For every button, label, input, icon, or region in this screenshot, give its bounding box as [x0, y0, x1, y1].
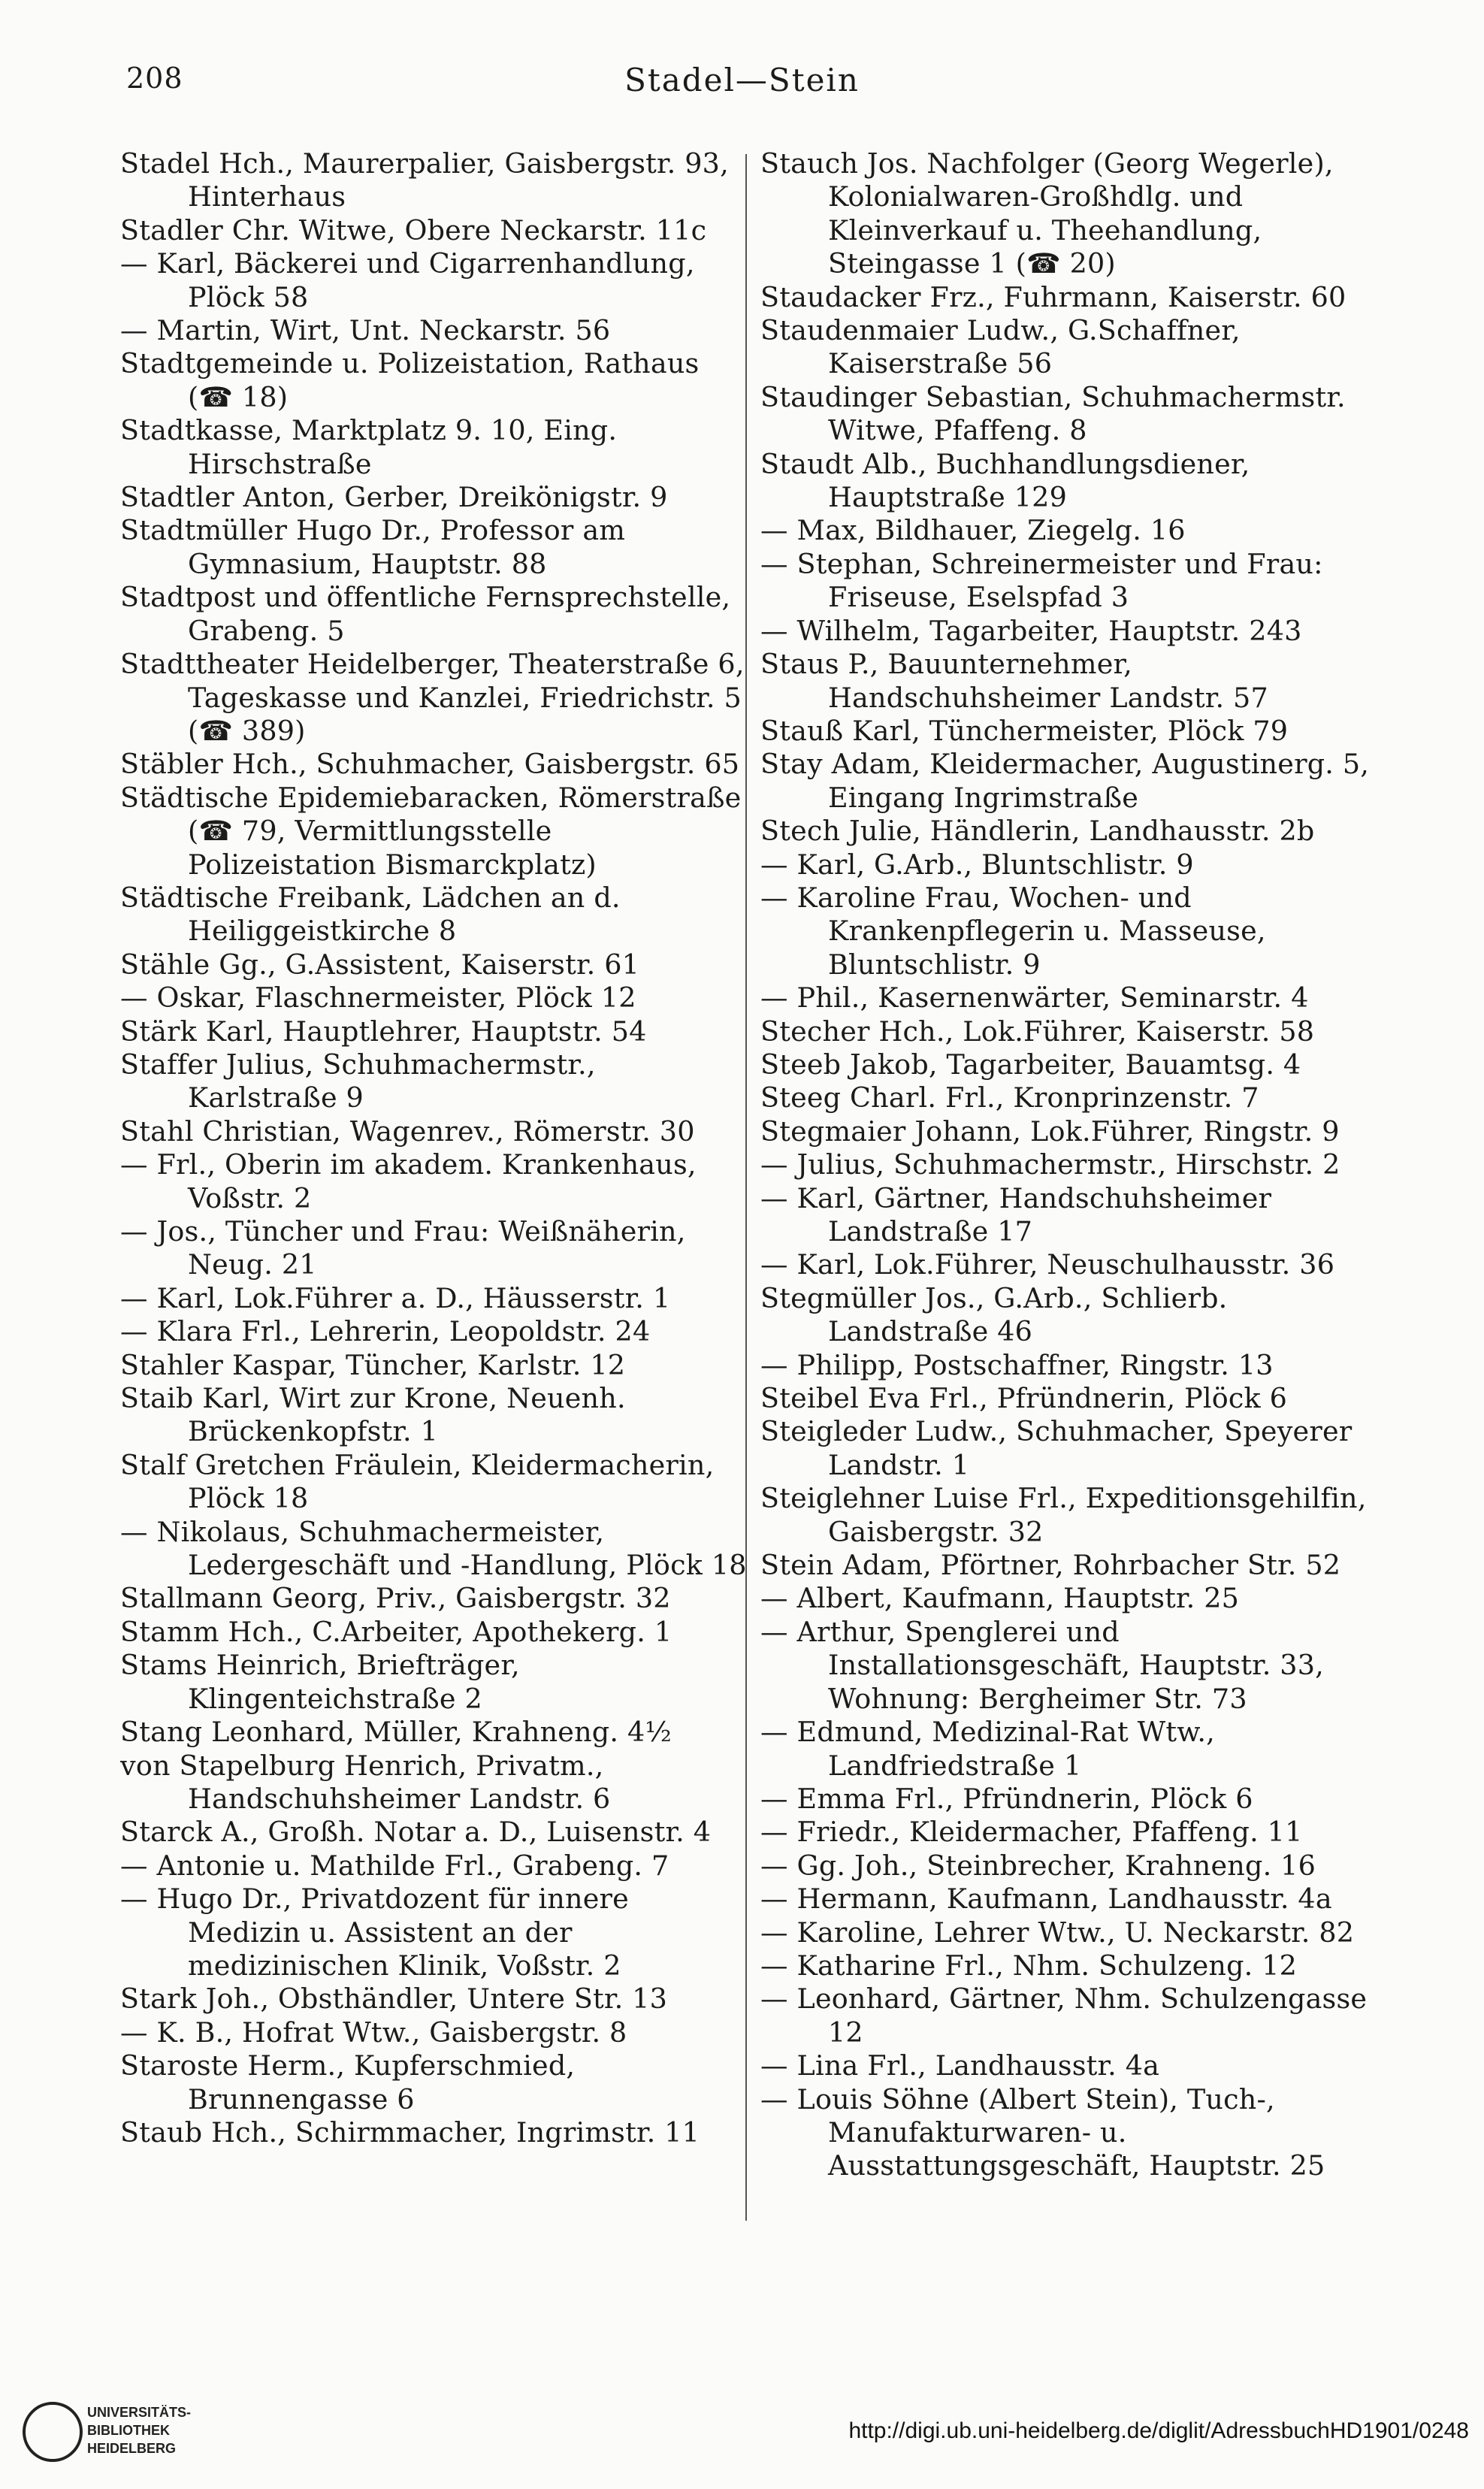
directory-entry: — K. B., Hofrat Wtw., Gaisbergstr. 8	[120, 2016, 627, 2049]
directory-entry: Stadler Chr. Witwe, Obere Neckarstr. 11c	[120, 213, 707, 246]
directory-entry: Städtische Epidemiebaracken, Römerstraße (☎ 79, Vermittlungsstelle Polizeistation Bismarckplatz)	[120, 781, 742, 881]
directory-entry: — Julius, Schuhmachermstr., Hirschstr. 2	[760, 1148, 1340, 1181]
directory-entry: Staudacker Frz., Fuhrmann, Kaiserstr. 60	[760, 280, 1346, 313]
footer-url[interactable]: http://digi.ub.uni-heidelberg.de/diglit/AdressbuchHD1901/0248	[848, 2418, 1469, 2443]
directory-entry: Stech Julie, Händlerin, Landhausstr. 2b	[760, 815, 1315, 848]
directory-entry: Stadtler Anton, Gerber, Dreikönigstr. 9	[120, 481, 668, 514]
directory-entry: Steeb Jakob, Tagarbeiter, Bauamtsg. 4	[760, 1048, 1301, 1081]
directory-entry: Stauch Jos. Nachfolger (Georg Wegerle), Kolonialwaren-Großhdlg. und Kleinverkauf u. Theehandlung, Steingasse 1 (☎ 20)	[760, 147, 1334, 280]
directory-entry: Staudt Alb., Buchhandlungsdiener, Hauptstraße 129	[760, 447, 1250, 514]
directory-entry: Stecher Hch., Lok.Führer, Kaiserstr. 58	[760, 1015, 1315, 1048]
directory-entry: — Hermann, Kaufmann, Landhausstr. 4a	[760, 1883, 1332, 1916]
logo-line: UNIVERSITÄTS-	[87, 2405, 192, 2420]
directory-entry: — Max, Bildhauer, Ziegelg. 16	[760, 514, 1186, 547]
directory-entry: Stähle Gg., G.Assistent, Kaiserstr. 61	[120, 948, 640, 981]
logo-line: BIBLIOTHEK	[87, 2423, 170, 2438]
directory-entry: Stegmüller Jos., G.Arb., Schlierb. Landstraße 46	[760, 1281, 1228, 1348]
directory-entry: Stäbler Hch., Schuhmacher, Gaisbergstr. 65	[120, 748, 740, 781]
directory-entry: — Karl, Gärtner, Handschuhsheimer Landstraße 17	[760, 1181, 1272, 1248]
directory-entry: Stauß Karl, Tünchermeister, Plöck 79	[760, 714, 1289, 747]
directory-entry: — Edmund, Medizinal-Rat Wtw., Landfriedstraße 1	[760, 1716, 1215, 1782]
directory-entry: — Oskar, Flaschnermeister, Plöck 12	[120, 981, 636, 1015]
left-column	[120, 147, 748, 2149]
directory-entry: — Gg. Joh., Steinbrecher, Krahneng. 16	[760, 1849, 1316, 1882]
directory-entry: — Friedr., Kleidermacher, Pfaffeng. 11	[760, 1816, 1303, 1849]
directory-entry: Staus P., Bauunternehmer, Handschuhsheimer Landstr. 57	[760, 648, 1268, 714]
directory-entry: Stalf Gretchen Fräulein, Kleidermacherin, Plöck 18	[120, 1448, 715, 1515]
directory-entry: — Hugo Dr., Privatdozent für innere Medizin u. Assistent an der medizinischen Klinik, Voßstr. 2	[120, 1883, 629, 1982]
directory-entry: Stadtmüller Hugo Dr., Professor am Gymnasium, Hauptstr. 88	[120, 514, 626, 580]
directory-entry: Stamm Hch., C.Arbeiter, Apothekerg. 1	[120, 1615, 672, 1648]
directory-entry: Städtische Freibank, Lädchen an d. Heiliggeistkirche 8	[120, 881, 621, 948]
directory-entry: — Phil., Kasernenwärter, Seminarstr. 4	[760, 981, 1309, 1015]
directory-entry: Stams Heinrich, Briefträger, Klingenteichstraße 2	[120, 1649, 520, 1715]
directory-entry: von Stapelburg Henrich, Privatm., Handschuhsheimer Landstr. 6	[120, 1749, 611, 1815]
directory-entry: Steiglehner Luise Frl., Expeditionsgehilfin, Gaisbergstr. 32	[760, 1482, 1367, 1548]
directory-entry: Stadttheater Heidelberger, Theaterstraße 6, Tageskasse und Kanzlei, Friedrichstr. 5 (☎ 389)	[120, 648, 745, 747]
seal-icon	[23, 2402, 83, 2462]
directory-entry: Stahler Kaspar, Tüncher, Karlstr. 12	[120, 1348, 626, 1381]
running-head: Stadel—Stein	[624, 62, 860, 98]
library-logo[interactable]	[15, 2396, 263, 2463]
directory-entry: — Karoline, Lehrer Wtw., U. Neckarstr. 82	[760, 1916, 1355, 1949]
logo-text	[87, 2403, 191, 2457]
directory-entry: — Karl, Bäckerei und Cigarrenhandlung, Plöck 58	[120, 247, 695, 313]
directory-entry: Stadtkasse, Marktplatz 9. 10, Eing. Hirschstraße	[120, 414, 618, 480]
directory-entry: Steeg Charl. Frl., Kronprinzenstr. 7	[760, 1081, 1259, 1114]
directory-entry: — Stephan, Schreinermeister und Frau: Friseuse, Eselspfad 3	[760, 547, 1323, 614]
directory-entry: — Antonie u. Mathilde Frl., Grabeng. 7	[120, 1849, 669, 1882]
directory-entry: — Jos., Tüncher und Frau: Weißnäherin, Neug. 21	[120, 1215, 686, 1281]
directory-entry: Stang Leonhard, Müller, Krahneng. 4½	[120, 1716, 672, 1749]
directory-entry: Stahl Christian, Wagenrev., Römerstr. 30	[120, 1114, 695, 1148]
directory-entry: Staib Karl, Wirt zur Krone, Neuenh. Brückenkopfstr. 1	[120, 1382, 626, 1448]
directory-entry: Steibel Eva Frl., Pfründnerin, Plöck 6	[760, 1382, 1288, 1415]
directory-entry: Stark Joh., Obsthändler, Untere Str. 13	[120, 1982, 668, 2016]
directory-entry: Staroste Herm., Kupferschmied, Brunnengasse 6	[120, 2049, 576, 2115]
page-number: 208	[126, 62, 183, 95]
directory-entry: Starck A., Großh. Notar a. D., Luisenstr. 4	[120, 1816, 712, 1849]
directory-entry: — Frl., Oberin im akadem. Krankenhaus, Voßstr. 2	[120, 1148, 697, 1214]
directory-entry: Stadtgemeinde u. Polizeistation, Rathaus (☎ 18)	[120, 347, 700, 413]
directory-entry: Stadtpost und öffentliche Fernsprechstelle, Grabeng. 5	[120, 581, 731, 647]
directory-entry: — Martin, Wirt, Unt. Neckarstr. 56	[120, 314, 611, 347]
directory-entry: — Louis Söhne (Albert Stein), Tuch-, Manufakturwaren- u. Ausstattungsgeschäft, Hauptstr. 25	[760, 2082, 1325, 2182]
directory-entry: — Karl, Lok.Führer, Neuschulhausstr. 36	[760, 1248, 1335, 1281]
directory-entry: Stadel Hch., Maurerpalier, Gaisbergstr. 93, Hinterhaus	[120, 147, 729, 213]
right-column	[760, 147, 1384, 2183]
directory-entry: Stay Adam, Kleidermacher, Augustinerg. 5, Eingang Ingrimstraße	[760, 748, 1370, 814]
directory-entry: Stegmaier Johann, Lok.Führer, Ringstr. 9	[760, 1114, 1340, 1148]
directory-entry: Staudenmaier Ludw., G.Schaffner, Kaiserstraße 56	[760, 314, 1241, 380]
directory-entry: — Katharine Frl., Nhm. Schulzeng. 12	[760, 1949, 1298, 1982]
directory-entry: Staffer Julius, Schuhmachermstr., Karlstraße 9	[120, 1048, 596, 1114]
directory-entry: — Karoline Frau, Wochen- und Krankenpflegerin u. Masseuse, Bluntschlistr. 9	[760, 881, 1266, 981]
logo-line: HEIDELBERG	[87, 2441, 177, 2456]
directory-entry: — Albert, Kaufmann, Hauptstr. 25	[760, 1582, 1240, 1615]
directory-entry: Stein Adam, Pförtner, Rohrbacher Str. 52	[760, 1549, 1341, 1582]
directory-entry: — Nikolaus, Schuhmachermeister, Ledergeschäft und -Handlung, Plöck 18	[120, 1515, 747, 1582]
column-divider	[745, 154, 747, 2221]
directory-entry: — Klara Frl., Lehrerin, Leopoldstr. 24	[120, 1315, 651, 1348]
directory-entry: Staudinger Sebastian, Schuhmachermstr. Witwe, Pfaffeng. 8	[760, 380, 1346, 447]
directory-entry: — Emma Frl., Pfründnerin, Plöck 6	[760, 1782, 1253, 1815]
directory-entry: Stärk Karl, Hauptlehrer, Hauptstr. 54	[120, 1015, 647, 1048]
directory-entry: — Lina Frl., Landhausstr. 4a	[760, 2049, 1160, 2082]
directory-entry: — Wilhelm, Tagarbeiter, Hauptstr. 243	[760, 614, 1302, 647]
directory-entry: Stallmann Georg, Priv., Gaisbergstr. 32	[120, 1582, 671, 1615]
directory-entry: — Arthur, Spenglerei und Installationsgeschäft, Hauptstr. 33, Wohnung: Bergheimer Str. 73	[760, 1615, 1324, 1715]
directory-entry: — Karl, Lok.Führer a. D., Häusserstr. 1	[120, 1281, 671, 1314]
directory-entry: — Leonhard, Gärtner, Nhm. Schulzengasse 12	[760, 1982, 1368, 2049]
directory-entry: — Karl, G.Arb., Bluntschlistr. 9	[760, 848, 1194, 881]
directory-entry: — Philipp, Postschaffner, Ringstr. 13	[760, 1348, 1274, 1381]
directory-entry: Steigleder Ludw., Schuhmacher, Speyerer Landstr. 1	[760, 1415, 1353, 1481]
directory-entry: Staub Hch., Schirmmacher, Ingrimstr. 11	[120, 2115, 700, 2149]
